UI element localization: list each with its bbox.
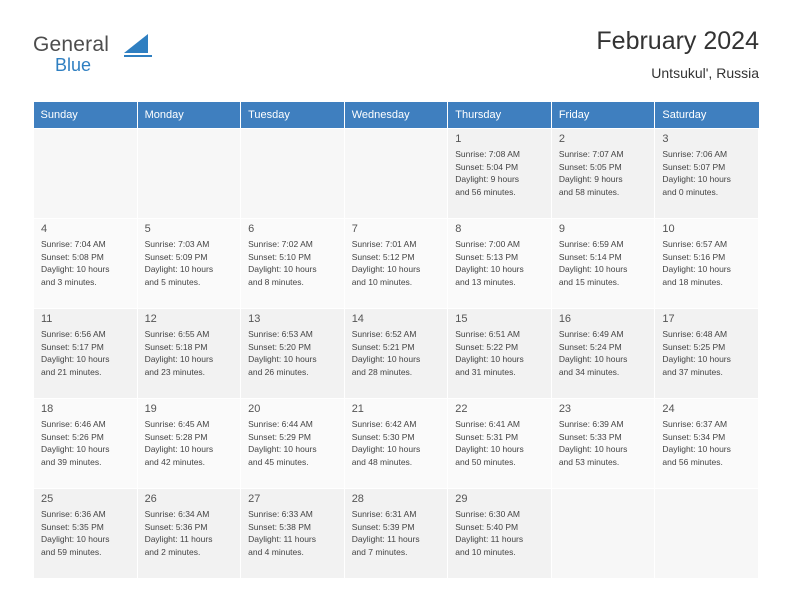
- calendar-day-cell: [344, 489, 448, 579]
- weekday-header-row: [34, 102, 759, 129]
- calendar-week-row: [34, 219, 759, 309]
- day-sunset-text: Sunset: 5:21 PM: [351, 341, 415, 352]
- calendar-day-cell: [137, 309, 241, 399]
- day-sunrise-text: Sunrise: 6:49 AM: [558, 329, 624, 339]
- calendar-day-cell: [551, 129, 655, 219]
- day-number: 23: [558, 403, 572, 415]
- calendar-table: [33, 102, 759, 579]
- day-sunrise-text: Sunrise: 7:01 AM: [351, 239, 417, 249]
- calendar-day-cell: [137, 489, 241, 579]
- day-daylight1-text: Daylight: 10 hours: [558, 354, 628, 365]
- day-daylight2-text: and 5 minutes.: [144, 276, 201, 287]
- day-sunrise-text: Sunrise: 6:48 AM: [662, 329, 728, 339]
- calendar-day-cell: [137, 399, 241, 489]
- day-daylight1-text: Daylight: 10 hours: [662, 174, 731, 185]
- day-sunrise-text: Sunrise: 6:57 AM: [662, 239, 728, 249]
- logo-general-text: General: [33, 33, 110, 56]
- day-sunrise-text: Sunrise: 6:37 AM: [662, 419, 728, 429]
- day-sunset-text: Sunset: 5:36 PM: [144, 521, 208, 532]
- logo-underline: [124, 55, 152, 57]
- weekday-header-monday: Monday: [137, 102, 241, 129]
- page-title: February 2024: [596, 27, 759, 55]
- day-daylight2-text: and 7 minutes.: [351, 546, 408, 557]
- day-number: 4: [41, 223, 48, 235]
- day-daylight1-text: Daylight: 11 hours: [455, 534, 524, 545]
- calendar-day-cell: [34, 219, 138, 309]
- day-daylight2-text: and 42 minutes.: [144, 456, 206, 467]
- day-sunset-text: Sunset: 5:10 PM: [248, 251, 311, 262]
- day-number: 3: [662, 133, 669, 145]
- day-sunset-text: Sunset: 5:29 PM: [248, 431, 311, 442]
- day-daylight2-text: and 34 minutes.: [558, 366, 620, 377]
- day-sunrise-text: Sunrise: 7:04 AM: [41, 239, 106, 249]
- day-number: 19: [144, 403, 157, 415]
- day-daylight1-text: Daylight: 9 hours: [558, 174, 623, 185]
- day-sunset-text: Sunset: 5:24 PM: [558, 341, 622, 352]
- day-daylight2-text: and 21 minutes.: [41, 366, 102, 377]
- day-number: 29: [455, 493, 468, 505]
- calendar-day-cell: [551, 219, 655, 309]
- location-subtitle: Untsukul', Russia: [651, 65, 759, 81]
- day-number: 24: [662, 403, 675, 415]
- day-daylight2-text: and 3 minutes.: [41, 276, 97, 287]
- day-sunrise-text: Sunrise: 6:42 AM: [351, 419, 417, 429]
- day-sunset-text: Sunset: 5:22 PM: [455, 341, 519, 352]
- day-sunset-text: Sunset: 5:39 PM: [351, 521, 415, 532]
- day-daylight1-text: Daylight: 10 hours: [662, 354, 731, 365]
- calendar-week-row: [34, 309, 759, 399]
- day-daylight1-text: Daylight: 10 hours: [41, 354, 110, 365]
- day-number: 12: [144, 313, 157, 325]
- day-sunrise-text: Sunrise: 6:36 AM: [41, 509, 106, 519]
- title-block: [596, 26, 759, 81]
- day-sunrise-text: Sunrise: 6:31 AM: [351, 509, 417, 519]
- calendar-day-cell: [137, 219, 241, 309]
- day-sunset-text: Sunset: 5:20 PM: [248, 341, 311, 352]
- calendar-day-cell: [655, 399, 759, 489]
- calendar-day-cell: [655, 309, 759, 399]
- weekday-header-sunday: Sunday: [34, 102, 138, 129]
- day-sunset-text: Sunset: 5:07 PM: [662, 161, 726, 172]
- day-sunrise-text: Sunrise: 6:33 AM: [248, 509, 313, 519]
- day-number: 2: [558, 133, 565, 145]
- day-number: 7: [351, 223, 358, 235]
- day-number: 15: [455, 313, 468, 325]
- day-sunset-text: Sunset: 5:14 PM: [558, 251, 622, 262]
- day-sunrise-text: Sunrise: 7:07 AM: [558, 149, 624, 159]
- day-number: 27: [248, 493, 261, 505]
- calendar-day-cell: [448, 399, 552, 489]
- day-daylight2-text: and 4 minutes.: [248, 546, 304, 557]
- day-number: 14: [351, 313, 364, 325]
- day-sunrise-text: Sunrise: 7:08 AM: [455, 149, 520, 159]
- day-number: 9: [558, 223, 565, 235]
- day-daylight2-text: and 0 minutes.: [662, 186, 719, 197]
- logo: [33, 26, 153, 75]
- calendar-day-cell-empty: [137, 129, 241, 219]
- calendar-day-cell: [34, 309, 138, 399]
- day-daylight2-text: and 15 minutes.: [558, 276, 620, 287]
- day-sunset-text: Sunset: 5:30 PM: [351, 431, 415, 442]
- calendar-day-cell: [241, 399, 345, 489]
- day-sunset-text: Sunset: 5:38 PM: [248, 521, 311, 532]
- calendar-week-row: [34, 489, 759, 579]
- day-daylight1-text: Daylight: 10 hours: [455, 444, 524, 455]
- day-number: 1: [455, 133, 462, 145]
- day-number: 25: [41, 493, 54, 505]
- calendar-day-cell: [344, 309, 448, 399]
- calendar-day-cell-empty: [344, 129, 448, 219]
- day-number: 8: [455, 223, 462, 235]
- day-daylight2-text: and 31 minutes.: [455, 366, 516, 377]
- day-sunrise-text: Sunrise: 6:30 AM: [455, 509, 520, 519]
- day-number: 10: [662, 223, 675, 235]
- day-sunset-text: Sunset: 5:05 PM: [558, 161, 622, 172]
- calendar-day-cell: [448, 129, 552, 219]
- day-number: 13: [248, 313, 261, 325]
- day-sunrise-text: Sunrise: 6:34 AM: [144, 509, 210, 519]
- calendar-day-cell: [241, 489, 345, 579]
- calendar-day-cell-empty: [655, 489, 759, 579]
- day-sunrise-text: Sunrise: 6:39 AM: [558, 419, 624, 429]
- weekday-header-saturday: Saturday: [655, 102, 759, 129]
- day-sunrise-text: Sunrise: 6:44 AM: [248, 419, 313, 429]
- day-sunset-text: Sunset: 5:09 PM: [144, 251, 208, 262]
- day-daylight2-text: and 56 minutes.: [662, 456, 723, 467]
- weekday-header-friday: Friday: [551, 102, 655, 129]
- calendar-day-cell-empty: [241, 129, 345, 219]
- day-daylight2-text: and 56 minutes.: [455, 186, 516, 197]
- day-number: 26: [144, 493, 157, 505]
- day-daylight1-text: Daylight: 10 hours: [351, 264, 421, 275]
- calendar-body: [34, 129, 759, 579]
- weekday-header-wednesday: Wednesday: [344, 102, 448, 129]
- day-number: 20: [248, 403, 261, 415]
- calendar-day-cell: [551, 309, 655, 399]
- day-daylight2-text: and 23 minutes.: [144, 366, 206, 377]
- day-daylight1-text: Daylight: 10 hours: [41, 444, 110, 455]
- day-daylight1-text: Daylight: 11 hours: [248, 534, 317, 545]
- day-sunset-text: Sunset: 5:13 PM: [455, 251, 519, 262]
- day-number: 28: [351, 493, 364, 505]
- day-daylight1-text: Daylight: 9 hours: [455, 174, 520, 185]
- day-daylight1-text: Daylight: 10 hours: [144, 444, 214, 455]
- calendar-day-cell: [551, 399, 655, 489]
- day-sunrise-text: Sunrise: 6:59 AM: [558, 239, 624, 249]
- day-number: 11: [41, 313, 53, 325]
- logo-triangle-icon: [124, 34, 148, 53]
- day-daylight2-text: and 58 minutes.: [558, 186, 620, 197]
- day-daylight1-text: Daylight: 10 hours: [248, 354, 317, 365]
- day-sunrise-text: Sunrise: 7:00 AM: [455, 239, 520, 249]
- calendar-week-row: [34, 129, 759, 219]
- day-daylight2-text: and 59 minutes.: [41, 546, 102, 557]
- calendar-day-cell: [448, 219, 552, 309]
- day-daylight2-text: and 53 minutes.: [558, 456, 620, 467]
- day-sunrise-text: Sunrise: 7:02 AM: [248, 239, 313, 249]
- day-sunset-text: Sunset: 5:18 PM: [144, 341, 208, 352]
- day-sunset-text: Sunset: 5:12 PM: [351, 251, 415, 262]
- day-number: 18: [41, 403, 54, 415]
- day-daylight1-text: Daylight: 10 hours: [455, 354, 524, 365]
- day-daylight1-text: Daylight: 11 hours: [351, 534, 420, 545]
- day-sunset-text: Sunset: 5:31 PM: [455, 431, 519, 442]
- calendar-day-cell-empty: [34, 129, 138, 219]
- calendar-day-cell: [448, 309, 552, 399]
- day-sunset-text: Sunset: 5:40 PM: [455, 521, 519, 532]
- day-sunrise-text: Sunrise: 6:51 AM: [455, 329, 520, 339]
- day-number: 22: [455, 403, 468, 415]
- day-daylight2-text: and 39 minutes.: [41, 456, 102, 467]
- day-daylight1-text: Daylight: 10 hours: [351, 354, 421, 365]
- day-daylight1-text: Daylight: 10 hours: [351, 444, 421, 455]
- day-daylight2-text: and 45 minutes.: [248, 456, 309, 467]
- calendar-day-cell: [344, 399, 448, 489]
- day-daylight2-text: and 2 minutes.: [144, 546, 201, 557]
- day-daylight2-text: and 18 minutes.: [662, 276, 723, 287]
- day-daylight2-text: and 37 minutes.: [662, 366, 723, 377]
- day-sunset-text: Sunset: 5:04 PM: [455, 161, 519, 172]
- day-daylight1-text: Daylight: 10 hours: [662, 264, 731, 275]
- day-number: 6: [248, 223, 255, 235]
- day-sunrise-text: Sunrise: 6:45 AM: [144, 419, 210, 429]
- day-daylight2-text: and 13 minutes.: [455, 276, 516, 287]
- day-daylight2-text: and 26 minutes.: [248, 366, 309, 377]
- day-daylight1-text: Daylight: 10 hours: [248, 444, 317, 455]
- calendar-day-cell: [344, 219, 448, 309]
- day-sunrise-text: Sunrise: 6:53 AM: [248, 329, 313, 339]
- day-sunset-text: Sunset: 5:34 PM: [662, 431, 726, 442]
- day-sunset-text: Sunset: 5:17 PM: [41, 341, 104, 352]
- calendar-day-cell: [34, 489, 138, 579]
- day-daylight2-text: and 28 minutes.: [351, 366, 413, 377]
- day-daylight1-text: Daylight: 10 hours: [558, 444, 628, 455]
- day-daylight1-text: Daylight: 10 hours: [41, 534, 110, 545]
- day-daylight2-text: and 48 minutes.: [351, 456, 413, 467]
- day-daylight1-text: Daylight: 11 hours: [144, 534, 213, 545]
- day-daylight1-text: Daylight: 10 hours: [558, 264, 628, 275]
- calendar-day-cell: [655, 219, 759, 309]
- day-daylight1-text: Daylight: 10 hours: [455, 264, 524, 275]
- day-daylight2-text: and 50 minutes.: [455, 456, 516, 467]
- day-number: 16: [558, 313, 572, 325]
- day-daylight1-text: Daylight: 10 hours: [662, 444, 731, 455]
- day-sunset-text: Sunset: 5:33 PM: [558, 431, 622, 442]
- calendar-day-cell: [241, 219, 345, 309]
- weekday-header-thursday: Thursday: [448, 102, 552, 129]
- day-sunset-text: Sunset: 5:08 PM: [41, 251, 104, 262]
- calendar-week-row: [34, 399, 759, 489]
- calendar-day-cell: [448, 489, 552, 579]
- day-number: 21: [351, 403, 364, 415]
- day-sunrise-text: Sunrise: 7:06 AM: [662, 149, 728, 159]
- weekday-header-tuesday: Tuesday: [241, 102, 345, 129]
- day-daylight2-text: and 10 minutes.: [455, 546, 516, 557]
- calendar-day-cell: [241, 309, 345, 399]
- day-sunrise-text: Sunrise: 6:52 AM: [351, 329, 417, 339]
- day-daylight1-text: Daylight: 10 hours: [248, 264, 317, 275]
- day-sunset-text: Sunset: 5:25 PM: [662, 341, 726, 352]
- logo-blue-text: Blue: [55, 55, 92, 75]
- day-daylight2-text: and 10 minutes.: [351, 276, 413, 287]
- calendar-day-cell: [655, 129, 759, 219]
- day-sunset-text: Sunset: 5:28 PM: [144, 431, 208, 442]
- day-sunset-text: Sunset: 5:35 PM: [41, 521, 104, 532]
- day-sunset-text: Sunset: 5:16 PM: [662, 251, 726, 262]
- day-daylight1-text: Daylight: 10 hours: [144, 264, 214, 275]
- day-number: 17: [662, 313, 675, 325]
- day-sunrise-text: Sunrise: 6:46 AM: [41, 419, 106, 429]
- day-daylight1-text: Daylight: 10 hours: [144, 354, 214, 365]
- day-sunrise-text: Sunrise: 6:41 AM: [455, 419, 520, 429]
- day-sunset-text: Sunset: 5:26 PM: [41, 431, 104, 442]
- calendar-day-cell-empty: [551, 489, 655, 579]
- day-daylight2-text: and 8 minutes.: [248, 276, 304, 287]
- day-sunrise-text: Sunrise: 6:56 AM: [41, 329, 106, 339]
- day-sunrise-text: Sunrise: 6:55 AM: [144, 329, 210, 339]
- calendar-day-cell: [34, 399, 138, 489]
- day-sunrise-text: Sunrise: 7:03 AM: [144, 239, 210, 249]
- day-number: 5: [144, 223, 151, 235]
- page-header: [33, 26, 759, 88]
- day-daylight1-text: Daylight: 10 hours: [41, 264, 110, 275]
